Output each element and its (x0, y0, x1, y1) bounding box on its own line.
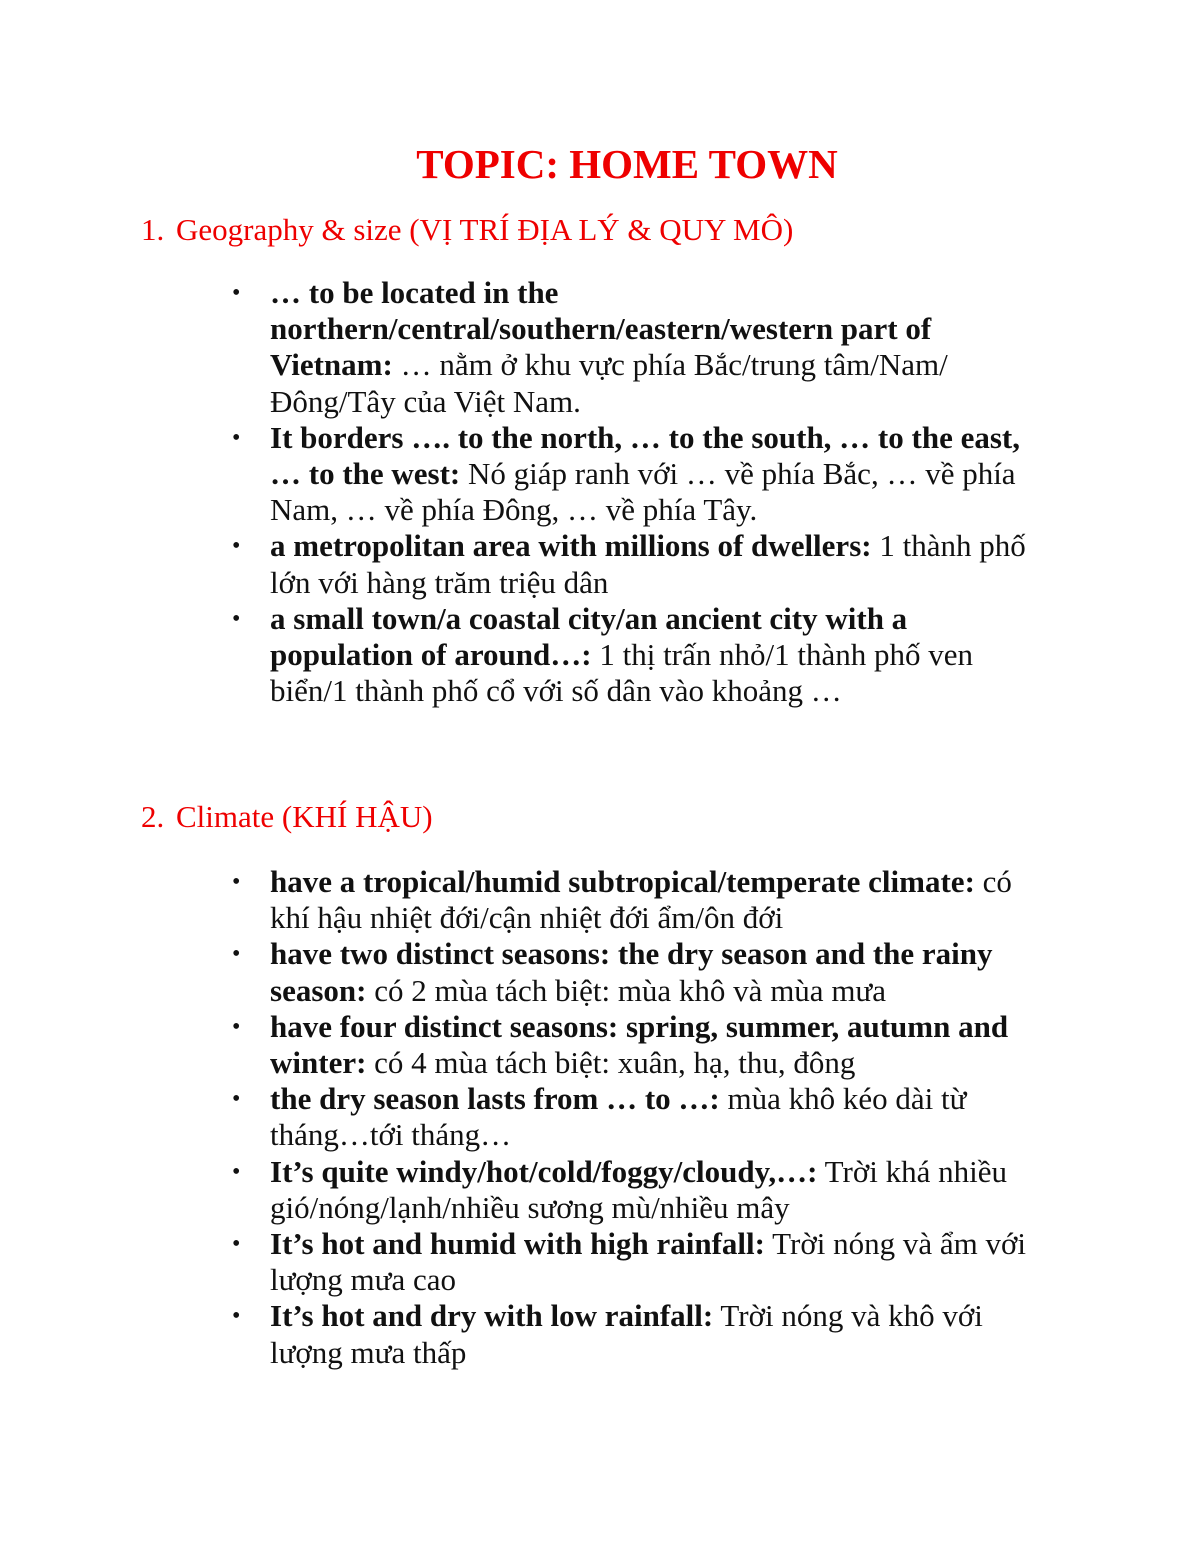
bullet-icon: • (232, 605, 241, 632)
section-heading-text: Climate (KHÍ HẬU) (176, 799, 433, 834)
meaning: Trời nóng và ẩm với lượng mưa cao (270, 1226, 1026, 1298)
term: It’s hot and dry with low rainfall: (270, 1298, 714, 1334)
list-item (232, 275, 1050, 420)
term: It’s quite windy/hot/cold/foggy/cloudy,…: (270, 1153, 818, 1189)
bullet-icon: • (232, 1086, 241, 1113)
list-item (232, 1298, 1050, 1370)
meaning: có khí hậu nhiệt đới/cận nhiệt đới ẩm/ôn đới (270, 864, 1012, 936)
climate-list (232, 864, 1050, 1371)
meaning: mùa khô kéo dài từ tháng…tới tháng… (270, 1081, 967, 1153)
list-item (232, 1081, 1050, 1153)
term: the dry season lasts from … to …: (270, 1081, 720, 1117)
meaning: có 4 mùa tách biệt: xuân, hạ, thu, đông (366, 1045, 856, 1081)
bullet-icon: • (232, 280, 241, 306)
list-item (232, 864, 1050, 936)
term: … to be located in the northern/central/southern/eastern/western part of Vietnam: (270, 275, 932, 383)
bullet-icon: • (232, 533, 241, 560)
meaning: 1 thị trấn nhỏ/1 thành phố ven biển/1 thành phố cổ với số dân vào khoảng … (270, 637, 974, 709)
section-heading-text: Geography & size (VỊ TRÍ ĐỊA LÝ & QUY MÔ) (176, 212, 794, 247)
term: It’s hot and humid with high rainfall: (270, 1226, 765, 1262)
term: a metropolitan area with millions of dwellers: (270, 528, 872, 564)
page-title: TOPIC: HOME TOWN (416, 141, 838, 187)
bullet-icon: • (232, 869, 241, 895)
list-item (232, 1008, 1050, 1081)
term: have four distinct seasons: spring, summer, autumn and winter: (270, 1008, 1009, 1081)
list-item (232, 528, 1050, 600)
section-heading-climate (141, 797, 433, 837)
bullet-icon: • (232, 1303, 241, 1330)
bullet-icon: • (232, 941, 241, 968)
meaning: Trời nóng và khô với lượng mưa thấp (270, 1298, 983, 1370)
section-heading-geography (141, 210, 793, 250)
list-item (232, 1153, 1050, 1226)
term: It borders …. to the north, … to the south, … to the east, … to the west: (270, 419, 1020, 492)
bullet-icon: • (232, 1158, 241, 1185)
term: have a tropical/humid subtropical/temperate climate: (270, 864, 975, 899)
bullet-icon: • (232, 424, 241, 451)
term: have two distinct seasons: the dry season and the rainy season: (270, 936, 993, 1008)
bullet-icon: • (232, 1231, 241, 1258)
meaning: … nằm ở khu vực phía Bắc/trung tâm/Nam/Đông/Tây của Việt Nam. (270, 347, 948, 419)
section-number: 2. (141, 799, 165, 834)
list-item (232, 600, 1050, 710)
geography-list (232, 275, 1050, 709)
list-item (232, 1226, 1050, 1298)
meaning: 1 thành phố lớn với hàng trăm triệu dân (270, 528, 1026, 600)
meaning: Trời khá nhiều gió/nóng/lạnh/nhiều sương mù/nhiều mây (270, 1153, 1007, 1225)
term: a small town/a coastal city/an ancient city with a population of around…: (270, 600, 908, 673)
meaning: có 2 mùa tách biệt: mùa khô và mùa mưa (366, 972, 886, 1008)
meaning: Nó giáp ranh với … về phía Bắc, … về phía Nam, … về phía Đông, … về phía Tây. (270, 456, 1016, 528)
list-item (232, 419, 1050, 529)
section-number: 1. (141, 212, 165, 247)
bullet-icon: • (232, 1013, 241, 1040)
list-item (232, 936, 1050, 1008)
